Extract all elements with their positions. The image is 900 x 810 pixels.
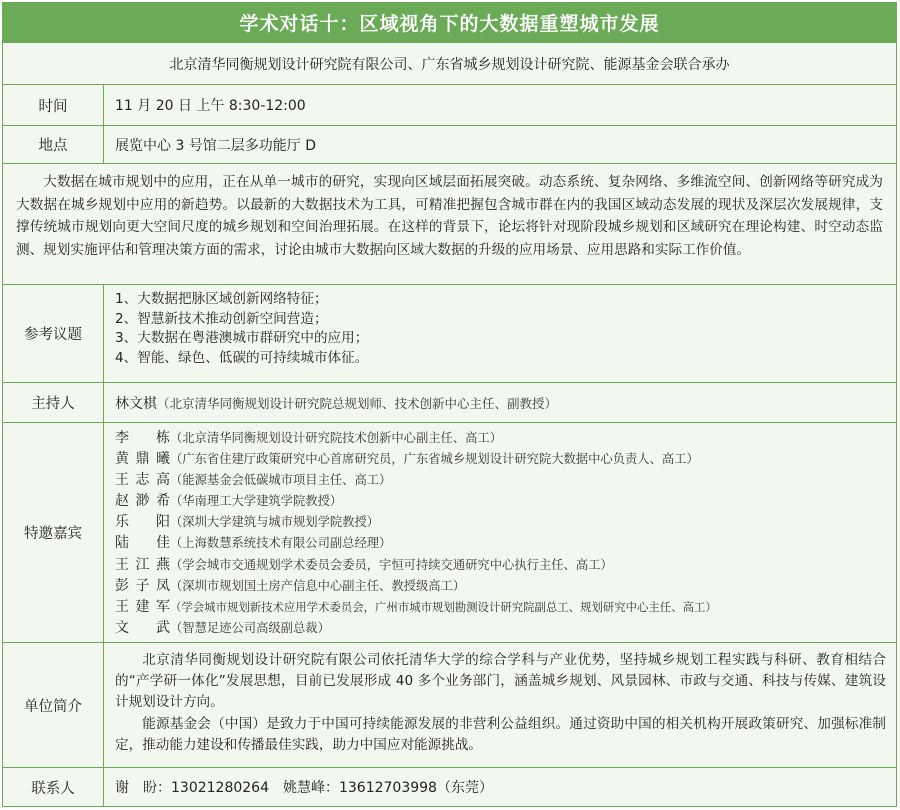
- list-item: [115, 576, 717, 597]
- list-item: 1、大数据把脉区域创新网络特征；: [115, 291, 328, 307]
- guest-name: 黄鼎曦: [115, 451, 170, 468]
- guest-desc: （学会城市规划新技术应用学术委员会，广州市城市规划勘测设计研究院副总工、规划研究中心主任、高工）: [170, 599, 717, 614]
- guest-desc: （学会城市交通规划学术委员会委员，宇恒可持续交通研究中心执行主任、高工）: [170, 557, 613, 572]
- host-desc: （北京清华同衡规划设计研究院总规划师、技术创新中心主任、副教授）: [157, 395, 558, 411]
- description-text: 大数据在城市规划中的应用，正在从单一城市的研究，实现向区域层面拓展突破。动态系统、复杂网络、多维流空间、创新网络等研究成为大数据在城乡规划中应用的新趋势。以最新的大数据技术为工具，可精准把握包含城市群在内的我国区域动态发展的现状及深层次发展规律，支撑传统城市规划向更大空间尺度的城乡规划和空间治理拓展。在这样的背景下，论坛将针对现阶段城乡规划和区域研究在理论构建、时空动态监测、规划实施评估和管理决策方面的需求，讨论由城市大数据向区域大数据的升级的应用场景、应用思路和实际工作价值。: [16, 174, 883, 258]
- list-item: [115, 491, 717, 512]
- list-item: [115, 533, 717, 554]
- intro-label: 单位简介: [3, 643, 104, 767]
- host-name: 林文棋: [115, 395, 157, 412]
- intro-text: [115, 650, 886, 756]
- list-item: 3、大数据在粤港澳城市群研究中的应用；: [115, 330, 369, 346]
- intro-paragraph: 北京清华同衡规划设计研究院有限公司依托清华大学的综合学科与产业优势，坚持城乡规划工程实践与科研、教育相结合的“产学研一体化”发展思想，目前已发展形成 40 多个业务部门，涵盖城乡规划、风景园林、市政与交通、科技与传媒、建筑设计规划设计方向。: [115, 652, 886, 711]
- list-item: [115, 449, 717, 470]
- guest-name: 赵渺希: [115, 493, 170, 510]
- organizers-text: 北京清华同衡规划设计研究院有限公司、广东省城乡规划设计研究院、能源基金会联合承办: [169, 56, 730, 73]
- guest-desc: （深圳大学建筑与城市规划学院教授）: [170, 515, 380, 530]
- contact-row: [3, 768, 896, 806]
- list-item: [115, 555, 717, 576]
- guest-name: 乐阳: [115, 514, 170, 531]
- topics-list: [115, 290, 368, 368]
- list-item: [115, 597, 717, 618]
- list-item: [115, 470, 717, 491]
- guest-name: 李栋: [115, 430, 170, 446]
- guest-desc: （北京清华同衡规划设计研究院技术创新中心副主任、高工）: [170, 431, 503, 445]
- event-table: [2, 2, 897, 807]
- intro-paragraph: 能源基金会（中国）是致力于中国可持续能源发展的非营利公益组织。通过资助中国的相关机构开展政策研究、加强标准制定，推动能力建设和传播最佳实践，助力中国应对能源挑战。: [115, 715, 886, 753]
- guest-desc: （能源基金会低碳城市项目主任、高工）: [170, 473, 392, 488]
- topics-row: [3, 285, 896, 383]
- time-label: 时间: [3, 85, 104, 125]
- guest-name: 陆佳: [115, 535, 170, 552]
- location-value: 展览中心 3 号馆二层多功能厅 D: [115, 137, 317, 154]
- guest-name: 王建军: [115, 598, 170, 615]
- list-item: [115, 512, 717, 533]
- location-label: 地点: [3, 126, 104, 163]
- organizers-row: [3, 43, 896, 85]
- location-row: [3, 126, 896, 164]
- time-value: 11 月 20 日 上午 8:30-12:00: [115, 98, 306, 114]
- guest-desc: （智慧足迹公司高级副总裁）: [170, 620, 330, 635]
- host-value: [115, 383, 888, 422]
- guest-desc: （深圳市规划国土房产信息中心副主任、教授级高工）: [170, 578, 466, 593]
- guest-desc: （华南理工大学建筑学院教授）: [170, 494, 343, 509]
- guest-desc: （上海数慧系统技术有限公司副总经理）: [170, 536, 392, 551]
- list-item: [115, 428, 717, 449]
- guests-row: [3, 423, 896, 643]
- guests-list: [115, 428, 717, 639]
- list-item: [115, 618, 717, 639]
- contact-label: 联系人: [3, 768, 104, 806]
- guest-name: 彭子凤: [115, 577, 170, 594]
- intro-row: [3, 643, 896, 768]
- list-item: 2、智慧新技术推动创新空间营造；: [115, 310, 328, 327]
- list-item: 4、智能、绿色、低碳的可持续城市体征。: [115, 349, 369, 366]
- page-title: 学术对话十：区域视角下的大数据重塑城市发展: [3, 3, 896, 43]
- time-row: [3, 85, 896, 126]
- guest-desc: （广东省住建厅政策研究中心首席研究员，广东省城乡规划设计研究院大数据中心负责人、高工）: [170, 452, 699, 467]
- host-row: [3, 383, 896, 423]
- guest-name: 王江燕: [115, 556, 170, 573]
- guest-name: 王志高: [115, 472, 170, 489]
- host-label: 主持人: [3, 383, 104, 422]
- topics-label: 参考议题: [3, 285, 104, 382]
- contact-value: 谢 盼：13021280264 姚慧峰：13612703998（东莞）: [115, 780, 493, 796]
- guest-name: 文武: [115, 619, 170, 636]
- description-row: [3, 164, 896, 285]
- guests-label: 特邀嘉宾: [3, 423, 104, 642]
